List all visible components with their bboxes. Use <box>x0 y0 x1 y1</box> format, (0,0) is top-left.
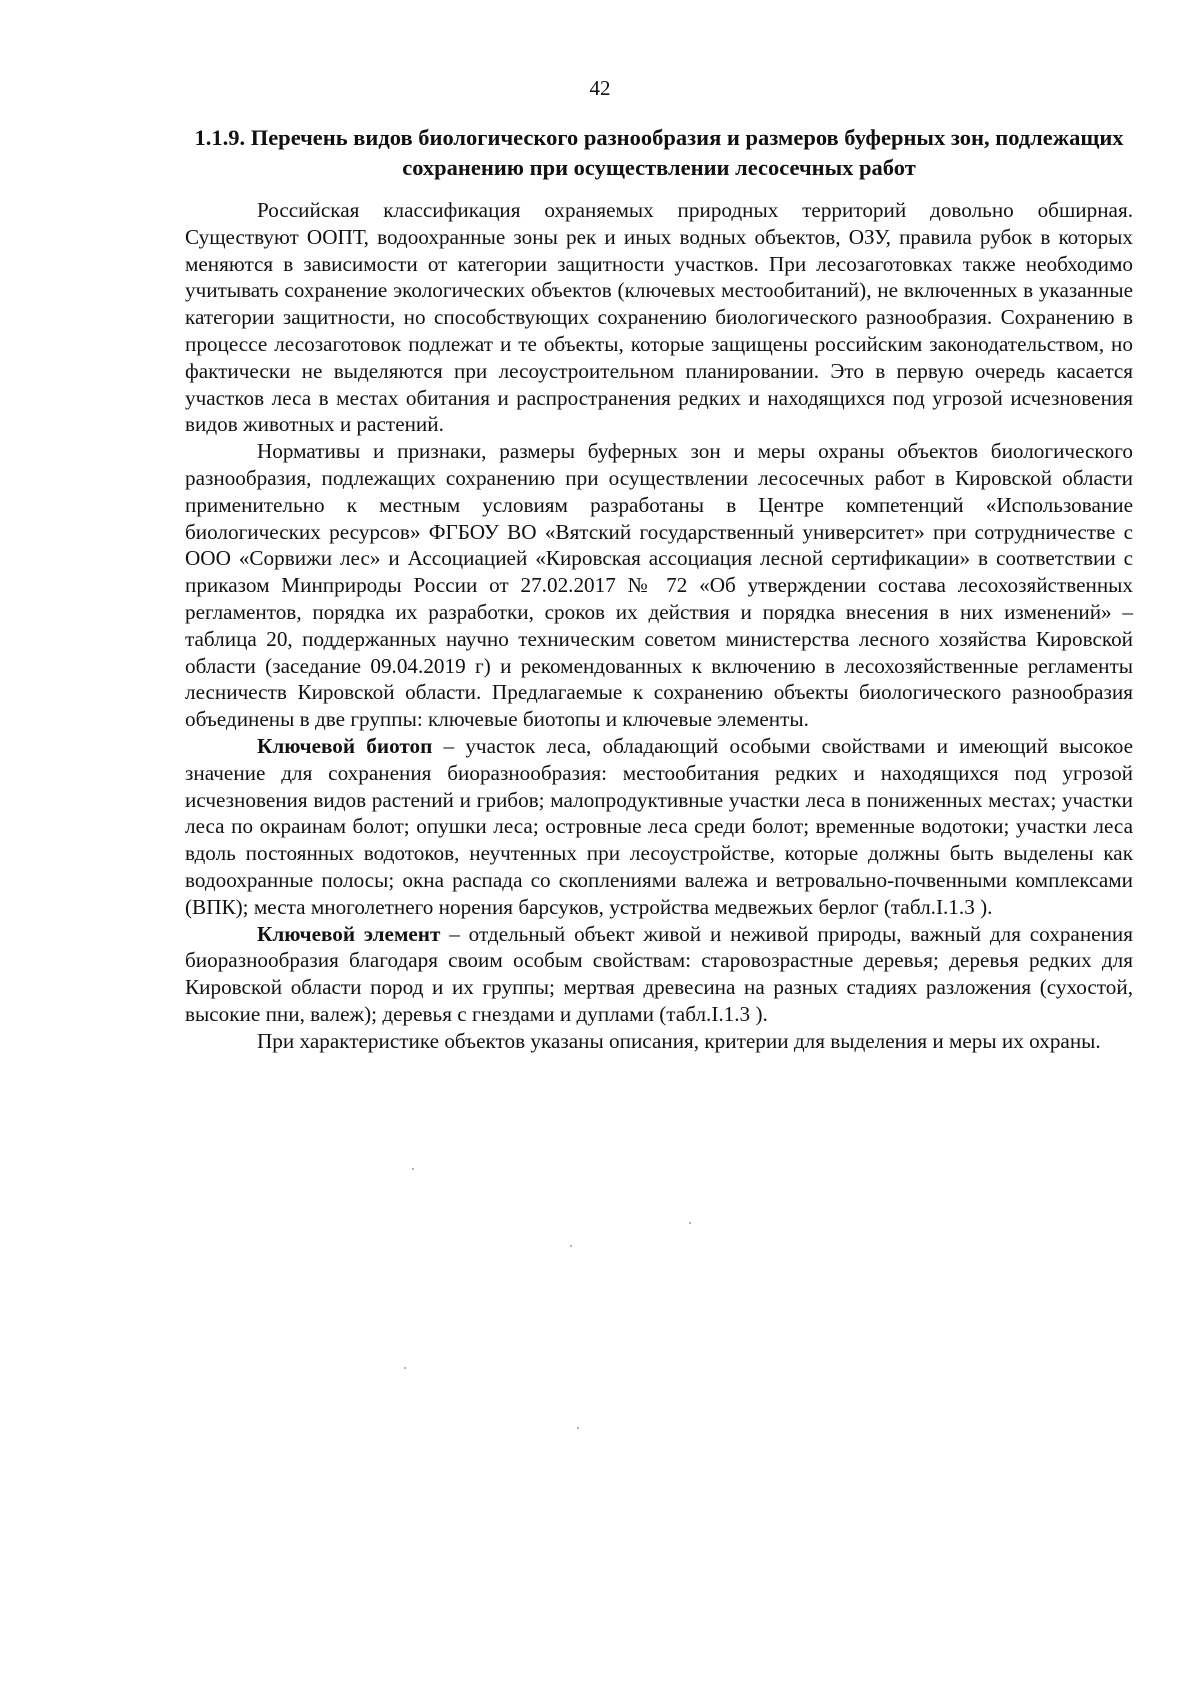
paragraph-characteristics <box>185 1028 1133 1055</box>
paragraph-classification <box>185 197 1133 438</box>
paragraph-key-biotope <box>185 733 1133 921</box>
term-key-biotope: Ключевой биотоп <box>257 733 433 758</box>
scan-speck <box>412 1168 414 1170</box>
page-number: 42 <box>589 76 611 100</box>
paragraph-text: Нормативы и признаки, размеры буферных зон и меры охраны объектов биологического разнообразия, подлежащих сохранению при осуществлении лесосечных работ в Кировской области применительно к местным условиям разработаны в Центре компетенций «Использование биологических ресурсов» ФГБОУ ВО «Вятский государственный университет» при сотрудничестве с ООО «Сорвижи лес» и Ассоциацией «Кировская ассоциация лесной сертификации» в соответствии с приказом Минприроды России от 27.02.2017 № 72 «Об утверждении состава лесохозяйственных регламентов, порядка их разработки, сроков их действия и порядка внесения в них изменений» – таблица 20, поддержанных научно техническим советом министерства лесного хозяйства Кировской области (заседание 09.04.2019 г) и рекомендованных к включению в лесохозяйственные регламенты лесничеств Кировской области. Предлагаемые к сохранению объекты биологического разнообразия объединены в две группы: ключевые биотопы и ключевые элементы. <box>185 439 1133 732</box>
paragraph-text: Российская классификация охраняемых природных территорий довольно обширная. Существуют ООПТ, водоохранные зоны рек и иных водных объектов, ОЗУ, правила рубок в которых меняются в зависимости от категории защитности участков. При лесозаготовках также необходимо учитывать сохранение экологических объектов (ключевых местообитаний), не включенных в указанные категории защитности, но способствующих сохранению биологического разнообразия. Сохранению в процессе лесозаготовок подлежат и те объекты, которые защищены российским законодательством, но фактически не выделяются при лесоустроительном планировании. Это в первую очередь касается участков леса в местах обитания и распространения редких и находящихся под угрозой исчезновения видов животных и растений. <box>185 198 1133 437</box>
body-text <box>185 197 1133 1055</box>
paragraph-text: – участок леса, обладающий особыми свойствами и имеющий высокое значение для сохранения биоразнообразия: местообитания редких и находящихся под угрозой исчезновения видов растений и грибов; малопродуктивные участки леса в пониженных местах; участки леса по окраинам болот; опушки леса; островные леса среди болот; временные водотоки; участки леса вдоль постоянных водотоков, неучтенных при лесоустройстве, которые должны быть выделены как водоохранные полосы; окна распада со скоплениями валежа и ветровально-почвенными комплексами (ВПК); места многолетнего норения барсуков, устройства медвежьих берлог (табл.I.1.3 ). <box>185 733 1133 919</box>
paragraph-norms <box>185 438 1133 733</box>
scan-speck <box>689 1222 691 1224</box>
paragraph-text: – отдельный объект живой и неживой природы, важный для сохранения биоразнообразия благодаря своим особым свойствам: старовозрастные деревья; деревья редких для Кировской области пород и их группы; мертвая древесина на разных стадиях разложения (сухостой, высокие пни, валеж); деревья с гнездами и дуплами (табл.I.1.3 ). <box>185 921 1134 1026</box>
scan-speck <box>404 1367 406 1369</box>
paragraph-text: При характеристике объектов указаны описания, критерии для выделения и меры их охраны. <box>257 1028 1101 1053</box>
scan-speck <box>577 1427 579 1429</box>
section-heading: 1.1.9. Перечень видов биологического разнообразия и размеров буферных зон, подлежащих сохранению при осуществлении лесосечных работ <box>194 125 1124 180</box>
term-key-element: Ключевой элемент <box>257 921 441 946</box>
scan-speck <box>570 1245 572 1247</box>
paragraph-key-element <box>185 921 1133 1028</box>
